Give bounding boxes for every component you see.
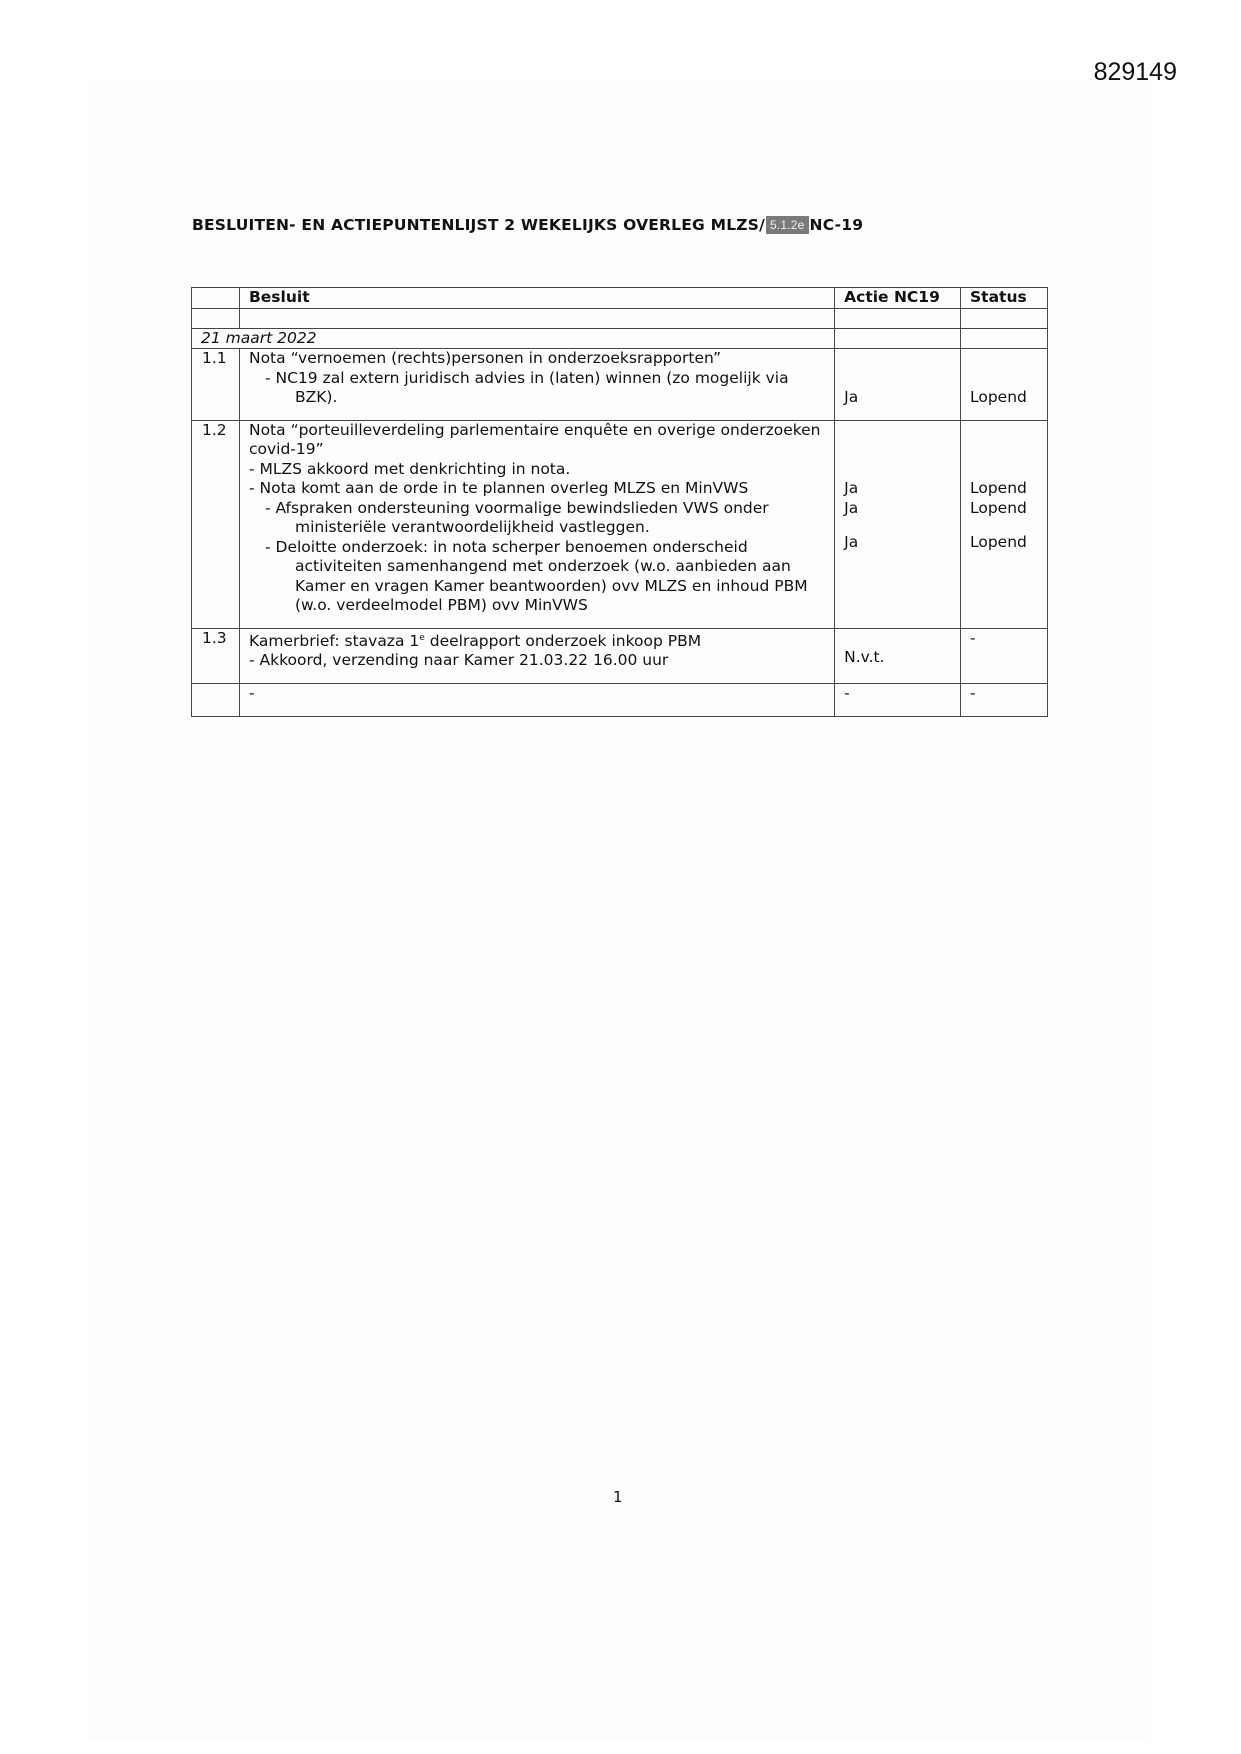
row-title: Kamerbrief: stavaza 1e deelrapport onderzoek inkoop PBM — [248, 631, 702, 650]
header-status: Status — [961, 288, 1048, 309]
meeting-date: 21 maart 2022 — [192, 328, 835, 349]
actie-value: Ja — [844, 388, 859, 406]
action-item: - Afspraken ondersteuning voormalige bewindslieden VWS onder ministeriële verantwoordelijkheid vastleggen. — [264, 498, 769, 536]
redaction-mark: 5.1.2e — [766, 216, 809, 234]
row-number: 1.3 — [192, 628, 240, 683]
empty-row — [192, 308, 1048, 328]
actie-cell — [835, 349, 961, 421]
row-title: Nota “porteuilleverdeling parlementaire enquête en overige onderzoeken covid-19” — [248, 420, 821, 458]
table-header-row — [192, 288, 1048, 309]
actie-cell — [835, 420, 961, 628]
besluit-cell: - — [239, 683, 834, 716]
status-cell — [961, 349, 1048, 421]
status-value: Lopend — [970, 388, 1027, 406]
actie-value: Ja — [844, 498, 859, 517]
table-row — [192, 628, 1048, 683]
document-title — [192, 216, 863, 234]
actie-cell: - — [835, 683, 961, 716]
row-number — [192, 683, 240, 716]
header-actie: Actie NC19 — [835, 288, 961, 309]
status-cell — [961, 420, 1048, 628]
status-value: - — [970, 628, 976, 647]
decisions-table — [191, 287, 1048, 717]
action-item: - NC19 zal extern juridisch advies in (laten) winnen (zo mogelijk via BZK). — [264, 368, 789, 406]
status-value: Lopend — [970, 479, 1027, 497]
status-cell — [961, 628, 1048, 683]
table-row — [192, 683, 1048, 716]
date-row — [192, 328, 1048, 349]
table-row — [192, 349, 1048, 421]
besluit-cell — [239, 628, 834, 683]
action-item: - Deloitte onderzoek: in nota scherper benoemen onderscheid activiteiten samenhangend met onderzoek (w.o. aanbieden aan Kamer en vragen Kamer beantwoorden) ovv MLZS en inhoud PBM (w.o. verdeelmodel PBM) ovv MinVWS — [264, 537, 808, 614]
actie-value: N.v.t. — [844, 648, 885, 666]
row-number: 1.2 — [192, 420, 240, 628]
row-title: Nota “vernoemen (rechts)personen in onderzoeksrapporten” — [248, 349, 722, 367]
actie-value: Ja — [844, 533, 859, 551]
action-item: - Akkoord, verzending naar Kamer 21.03.22 16.00 uur — [248, 651, 669, 670]
action-item: - Nota komt aan de orde in te plannen overleg MLZS en MinVWS — [248, 479, 749, 497]
status-cell: - — [961, 683, 1048, 716]
title-text-end: NC-19 — [809, 216, 864, 234]
document-number: 829149 — [1093, 58, 1177, 86]
actie-cell — [835, 628, 961, 683]
header-num — [192, 288, 240, 309]
page-number: 1 — [613, 1488, 623, 1506]
table-row — [192, 420, 1048, 628]
row-number: 1.1 — [192, 349, 240, 421]
besluit-cell — [239, 349, 834, 421]
status-value: Lopend — [970, 533, 1027, 551]
title-text-start: BESLUITEN- EN ACTIEPUNTENLIJST 2 WEKELIJKS OVERLEG MLZS/ — [192, 216, 765, 234]
action-item: - MLZS akkoord met denkrichting in nota. — [248, 459, 571, 478]
status-value: Lopend — [970, 498, 1027, 517]
besluit-cell — [239, 420, 834, 628]
header-besluit: Besluit — [239, 288, 834, 309]
actie-value: Ja — [844, 479, 859, 497]
